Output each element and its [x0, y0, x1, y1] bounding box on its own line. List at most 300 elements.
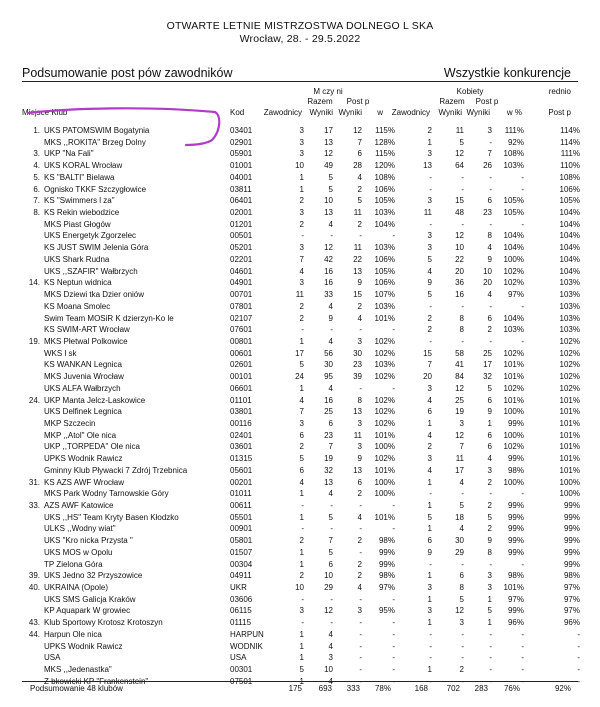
row-women-improved: -	[489, 641, 492, 651]
row-men-pct: 108%	[374, 172, 395, 182]
table-row	[22, 406, 580, 418]
row-place	[22, 559, 44, 571]
table-row	[22, 512, 580, 524]
row-women-pct: 99%	[507, 418, 524, 428]
row-men-competitors: 1	[299, 641, 304, 651]
row-women-improved: 5	[487, 606, 492, 616]
row-women-results: 12	[455, 383, 464, 393]
row-men-results: 13	[324, 137, 333, 147]
row-men-pct: 103%	[374, 208, 395, 218]
row-women-results: 64	[455, 161, 464, 171]
row-men-competitors: -	[301, 231, 304, 241]
row-women-results: 8	[459, 583, 464, 593]
row-average: 97%	[563, 583, 580, 593]
row-women-results: -	[461, 301, 464, 311]
row-average: 99%	[563, 536, 580, 546]
row-code: 03606	[230, 594, 253, 604]
row-average: 101%	[559, 418, 580, 428]
row-men-results: 4	[328, 383, 333, 393]
table-row	[22, 547, 580, 559]
table-row	[22, 641, 580, 653]
row-place	[22, 465, 44, 477]
row-place: 4.	[33, 161, 40, 171]
table-row	[22, 617, 580, 629]
row-men-improved: 5	[357, 196, 362, 206]
row-women-results: 22	[455, 254, 464, 264]
row-women-pct: -	[521, 219, 524, 229]
row-men-improved: -	[359, 641, 362, 651]
row-women-competitors: 3	[427, 583, 432, 593]
row-men-improved: 9	[357, 454, 362, 464]
table-row	[22, 184, 580, 196]
row-men-competitors: 4	[299, 395, 304, 405]
row-place	[22, 383, 44, 395]
row-women-competitors: -	[429, 301, 432, 311]
table-row	[22, 359, 580, 371]
row-place	[22, 535, 44, 547]
row-code: 00601	[230, 348, 253, 358]
row-women-competitors: 4	[427, 465, 432, 475]
row-men-results: 13	[324, 477, 333, 487]
row-club: KS "BALTI" Bielawa	[44, 172, 115, 182]
row-club: UKS ,,HS" Team Kryty Basen Kłodzko	[44, 512, 179, 522]
row-code: 00901	[230, 524, 253, 534]
summary-women-improved: 283	[474, 684, 488, 693]
row-place	[22, 219, 44, 231]
row-club: KS Neptun widnica	[44, 278, 112, 288]
row-men-pct: 97%	[378, 583, 395, 593]
row-men-pct: 102%	[374, 336, 395, 346]
row-average: 102%	[559, 372, 580, 382]
men-group-header: M czy ni	[313, 87, 343, 96]
row-club: MKS Park Wodny Tarnowskie Góry	[44, 489, 169, 499]
row-men-pct: 101%	[374, 430, 395, 440]
row-club: Gminny Klub Pływacki 7 Zdrój Trzebnica	[44, 465, 188, 475]
row-men-competitors: 1	[299, 336, 304, 346]
row-men-improved: -	[359, 524, 362, 534]
table-row	[22, 395, 580, 407]
row-men-results: 13	[324, 208, 333, 218]
row-women-improved: 2	[487, 501, 492, 510]
row-code: UKR	[230, 583, 247, 593]
header-rule	[22, 81, 578, 82]
row-code: 06115	[230, 606, 252, 616]
row-men-pct: 102%	[374, 454, 395, 464]
row-women-improved: 3	[487, 465, 492, 475]
row-men-improved: 11	[353, 243, 362, 253]
row-men-pct: 106%	[374, 184, 395, 194]
row-women-results: 6	[459, 571, 464, 581]
row-average: 105%	[559, 196, 580, 206]
row-club: UPKS Wodnik Rawicz	[44, 641, 123, 651]
row-club: MKS Dziewi tka Dzier oniów	[44, 290, 145, 300]
row-men-results: 4	[328, 219, 333, 229]
row-code: 07501	[230, 676, 253, 686]
row-men-competitors: 1	[299, 512, 304, 522]
row-men-competitors: 1	[299, 559, 304, 569]
summary-rule	[22, 681, 578, 682]
row-women-improved: 8	[487, 547, 492, 557]
row-women-competitors: 1	[427, 594, 432, 604]
row-men-improved: 8	[357, 395, 362, 405]
row-women-competitors: 2	[427, 325, 432, 335]
row-women-competitors: 4	[427, 395, 432, 405]
row-women-competitors: 1	[427, 571, 432, 581]
row-code: 00801	[230, 336, 253, 346]
row-women-pct: -	[521, 184, 524, 194]
row-women-competitors: -	[429, 336, 432, 346]
table-row	[22, 477, 580, 489]
row-code: 05801	[230, 536, 253, 546]
row-code: 04001	[230, 172, 253, 182]
row-club: UKP "Na Fali"	[44, 149, 94, 159]
row-women-results: -	[461, 629, 464, 639]
row-men-results: -	[330, 594, 333, 604]
row-average: 103%	[559, 301, 580, 311]
row-women-results: -	[461, 336, 464, 346]
row-place	[22, 605, 44, 617]
table-row	[22, 500, 580, 512]
row-place	[22, 664, 44, 676]
row-women-competitors: 3	[427, 196, 432, 206]
row-place: 44.	[28, 629, 40, 639]
row-women-improved: 1	[487, 618, 492, 628]
row-women-competitors: 9	[427, 547, 432, 557]
row-average: -	[577, 653, 580, 663]
row-women-pct: 102%	[503, 278, 524, 288]
row-men-improved: 6	[357, 149, 362, 159]
table-row	[22, 535, 580, 547]
row-place	[22, 254, 44, 266]
row-place	[22, 371, 44, 383]
row-women-pct: -	[521, 559, 524, 569]
row-women-results: 58	[455, 348, 464, 358]
row-women-competitors: -	[429, 559, 432, 569]
row-place: 3.	[33, 149, 40, 159]
row-women-competitors: 6	[427, 407, 432, 417]
row-average: 101%	[559, 430, 580, 440]
row-women-results: -	[461, 653, 464, 663]
row-women-pct: 96%	[507, 618, 524, 628]
row-women-results: -	[461, 172, 464, 182]
men-razem-header: Razem	[307, 97, 333, 106]
table-row	[22, 570, 580, 582]
row-women-improved: 5	[487, 383, 492, 393]
row-women-improved: -	[489, 137, 492, 147]
row-men-results: -	[330, 325, 333, 335]
row-women-competitors: 2	[427, 126, 432, 135]
row-men-competitors: 3	[299, 137, 304, 147]
row-place	[22, 512, 44, 524]
row-place: 19.	[28, 336, 40, 346]
row-men-improved: -	[359, 665, 362, 675]
table-row	[22, 148, 580, 160]
row-men-results: -	[330, 618, 333, 628]
men-improved-header: Wyniki	[338, 108, 362, 117]
row-club: AZS AWF Katowice	[44, 501, 114, 510]
row-club: WKS l sk	[44, 348, 77, 358]
row-men-improved: 4	[357, 172, 362, 182]
row-men-results: 6	[328, 418, 333, 428]
row-women-competitors: 7	[427, 360, 432, 370]
row-women-improved: 4	[487, 454, 492, 464]
row-code: 02201	[230, 254, 253, 264]
row-men-improved: 13	[353, 407, 362, 417]
summary-men-pct: 78%	[374, 684, 391, 693]
row-men-pct: 103%	[374, 360, 395, 370]
row-code: 00501	[230, 231, 253, 241]
table-row	[22, 207, 580, 219]
row-average: 104%	[559, 219, 580, 229]
row-women-improved: 9	[487, 254, 492, 264]
row-average: 98%	[563, 571, 580, 581]
row-club: KS JUST SWIM Jelenia Góra	[44, 243, 149, 253]
row-men-improved: 28	[353, 161, 362, 171]
row-men-results: 6	[328, 559, 333, 569]
row-men-competitors: 17	[295, 348, 304, 358]
row-women-pct: 99%	[507, 536, 524, 546]
row-average: 99%	[563, 512, 580, 522]
row-men-pct: 128%	[374, 137, 395, 147]
row-men-competitors: 3	[299, 606, 304, 616]
row-code: 03801	[230, 407, 253, 417]
row-code: 01201	[230, 219, 253, 229]
row-club: UPKS Wodnik Rawicz	[44, 454, 123, 464]
row-place	[22, 313, 44, 325]
row-code: 04911	[230, 571, 252, 581]
row-women-improved: 6	[487, 395, 492, 405]
row-club: Harpun Ole nica	[44, 629, 102, 639]
row-men-improved: -	[359, 325, 362, 335]
table-row	[22, 336, 580, 348]
row-average: 99%	[563, 501, 580, 510]
row-men-pct: -	[392, 231, 395, 241]
row-women-results: -	[461, 184, 464, 194]
row-men-pct: 99%	[378, 547, 395, 557]
row-code: 06401	[230, 196, 253, 206]
row-women-competitors: 1	[427, 418, 432, 428]
row-club: UKP ,,TORPEDA" Ole nica	[44, 442, 140, 452]
row-women-pct: -	[521, 665, 524, 675]
row-men-improved: 2	[357, 184, 362, 194]
row-place	[22, 641, 44, 653]
row-women-pct: -	[521, 676, 524, 686]
women-results-header: Wyniki	[438, 108, 462, 117]
men-competitors-header: Zawodnicy	[263, 108, 302, 117]
row-women-improved: 2	[487, 325, 492, 335]
table-row	[22, 629, 580, 641]
row-average: 99%	[563, 547, 580, 557]
row-average: -	[577, 676, 580, 686]
row-men-results: 9	[328, 313, 333, 323]
row-place: 14.	[28, 278, 40, 288]
table-row	[22, 172, 580, 184]
row-code: 02901	[230, 137, 253, 147]
row-women-improved: 6	[487, 430, 492, 440]
row-code: USA	[230, 653, 247, 663]
row-women-pct: 101%	[503, 372, 524, 382]
row-men-pct: 120%	[374, 161, 395, 171]
row-place: 43.	[28, 618, 40, 628]
row-men-competitors: 3	[299, 126, 304, 135]
row-men-pct: 100%	[374, 442, 395, 452]
row-men-pct: 115%	[375, 126, 395, 135]
row-women-results: 19	[455, 407, 464, 417]
row-men-results: 30	[324, 360, 333, 370]
row-men-results: 32	[324, 465, 333, 475]
row-men-competitors: 11	[295, 290, 304, 300]
row-average: 102%	[559, 383, 580, 393]
row-women-pct: 101%	[503, 360, 524, 370]
row-men-pct: -	[392, 676, 395, 686]
row-men-improved: 2	[357, 536, 362, 546]
row-men-results: 4	[328, 489, 333, 499]
row-club: MKS ,,ROKITA" Brzeg Dolny	[44, 137, 146, 147]
row-club: Ognisko TKKF Szczygłowice	[44, 184, 147, 194]
row-men-improved: 2	[357, 489, 362, 499]
row-men-improved: 9	[357, 278, 362, 288]
row-women-pct: 102%	[503, 383, 524, 393]
row-women-pct: 97%	[507, 290, 524, 300]
women-postep-header: Post p	[475, 97, 499, 106]
row-average: 110%	[560, 161, 580, 171]
row-club: UKRAINA (Opole)	[44, 583, 109, 593]
row-women-results: 12	[455, 231, 464, 241]
table-row	[22, 137, 580, 149]
row-women-results: 16	[455, 290, 464, 300]
row-women-results: 30	[455, 536, 464, 546]
row-average: 103%	[559, 325, 580, 335]
row-men-pct: -	[392, 501, 395, 510]
row-women-improved: 20	[483, 278, 492, 288]
row-code: 01011	[230, 489, 252, 499]
row-women-results: 25	[455, 395, 464, 405]
row-club: USA	[44, 653, 61, 663]
row-women-competitors: 3	[427, 454, 432, 464]
row-men-improved: 6	[357, 477, 362, 487]
average-group-header: rednio	[548, 87, 571, 96]
row-men-improved: 11	[353, 208, 362, 218]
row-men-results: 5	[328, 547, 333, 557]
table-row	[22, 242, 580, 254]
women-improved-header: Wyniki	[466, 108, 490, 117]
row-place: 7.	[33, 196, 40, 206]
row-women-results: 29	[455, 547, 464, 557]
average-improvement-header: Post p	[548, 108, 571, 117]
row-men-competitors: 3	[299, 278, 304, 288]
row-place	[22, 652, 44, 664]
row-women-pct: 100%	[503, 407, 524, 417]
row-average: 104%	[559, 231, 580, 241]
row-men-pct: 105%	[374, 266, 395, 276]
table-row	[22, 664, 580, 676]
row-women-pct: 100%	[503, 254, 524, 264]
row-women-pct: 102%	[503, 266, 524, 276]
row-women-pct: 99%	[507, 454, 524, 464]
row-men-competitors: 2	[299, 196, 304, 206]
row-place	[22, 359, 44, 371]
row-club: Klub Sportowy Krotosz Krotoszyn	[44, 618, 163, 628]
row-code: 03811	[230, 184, 252, 194]
row-women-competitors: -	[429, 489, 432, 499]
row-average: 101%	[559, 442, 580, 452]
row-place	[22, 441, 44, 453]
row-women-competitors: -	[429, 184, 432, 194]
row-men-results: 33	[324, 290, 333, 300]
row-men-competitors: -	[301, 618, 304, 628]
row-women-competitors: 5	[427, 512, 432, 522]
table-row	[22, 418, 580, 430]
document-subtitle: Wrocław, 28. - 29.5.2022	[239, 33, 361, 45]
row-men-results: 56	[324, 348, 333, 358]
row-women-results: 3	[459, 418, 464, 428]
summary-women-results: 702	[446, 684, 460, 693]
table-row	[22, 430, 580, 442]
row-code: 01001	[230, 161, 253, 171]
row-place: 6.	[33, 184, 40, 194]
summary-label: Podsumowanie 48 klubów	[30, 684, 123, 693]
row-average: 114%	[560, 126, 580, 135]
row-women-results: 5	[459, 137, 464, 147]
row-women-competitors: 15	[423, 348, 432, 358]
summary-men-improved: 333	[346, 684, 360, 693]
row-men-improved: 3	[357, 442, 362, 452]
row-club: KS SWIM-ART Wrocław	[44, 325, 130, 335]
results-table	[22, 125, 580, 688]
row-women-competitors: 1	[427, 618, 432, 628]
row-average: 103%	[559, 313, 580, 323]
row-women-results: 8	[459, 313, 464, 323]
row-club: MKS Płetwal Polkowice	[44, 336, 128, 346]
row-men-improved: 2	[357, 559, 362, 569]
row-code: 05601	[230, 465, 253, 475]
row-women-improved: -	[489, 665, 492, 675]
row-men-results: 4	[328, 641, 333, 651]
row-women-improved: -	[489, 489, 492, 499]
row-women-pct: -	[521, 301, 524, 311]
row-men-pct: 102%	[374, 348, 395, 358]
row-women-improved: 10	[483, 266, 492, 276]
row-women-results: 2	[459, 665, 464, 675]
row-club: UKS KORAL Wrocław	[44, 161, 123, 171]
row-code: 02601	[230, 360, 253, 370]
row-men-competitors: -	[301, 524, 304, 534]
place-club-header: Miejsce Klub	[22, 108, 68, 117]
row-women-results: 18	[455, 512, 464, 522]
row-men-improved: 2	[357, 219, 362, 229]
row-men-improved: 13	[353, 465, 362, 475]
row-women-pct: 99%	[507, 501, 524, 510]
row-women-competitors: -	[429, 653, 432, 663]
row-men-competitors: 1	[299, 184, 304, 194]
row-women-pct: 105%	[503, 196, 524, 206]
row-club: UKS SMS Galicja Kraków	[44, 594, 136, 604]
row-men-results: 10	[324, 571, 333, 581]
row-men-results: 5	[328, 512, 333, 522]
row-women-competitors: 20	[423, 372, 432, 382]
row-women-improved: 25	[483, 348, 492, 358]
row-women-results: -	[461, 641, 464, 651]
row-women-competitors: 6	[427, 536, 432, 546]
row-women-competitors: -	[429, 219, 432, 229]
row-men-competitors: 4	[299, 266, 304, 276]
row-men-improved: -	[359, 653, 362, 663]
row-club: Z bkowicki KP "Frankenstein"	[44, 676, 149, 686]
row-women-pct: -	[521, 172, 524, 182]
row-place	[22, 406, 44, 418]
row-women-results: 10	[455, 243, 464, 253]
row-men-pct: -	[392, 618, 395, 628]
